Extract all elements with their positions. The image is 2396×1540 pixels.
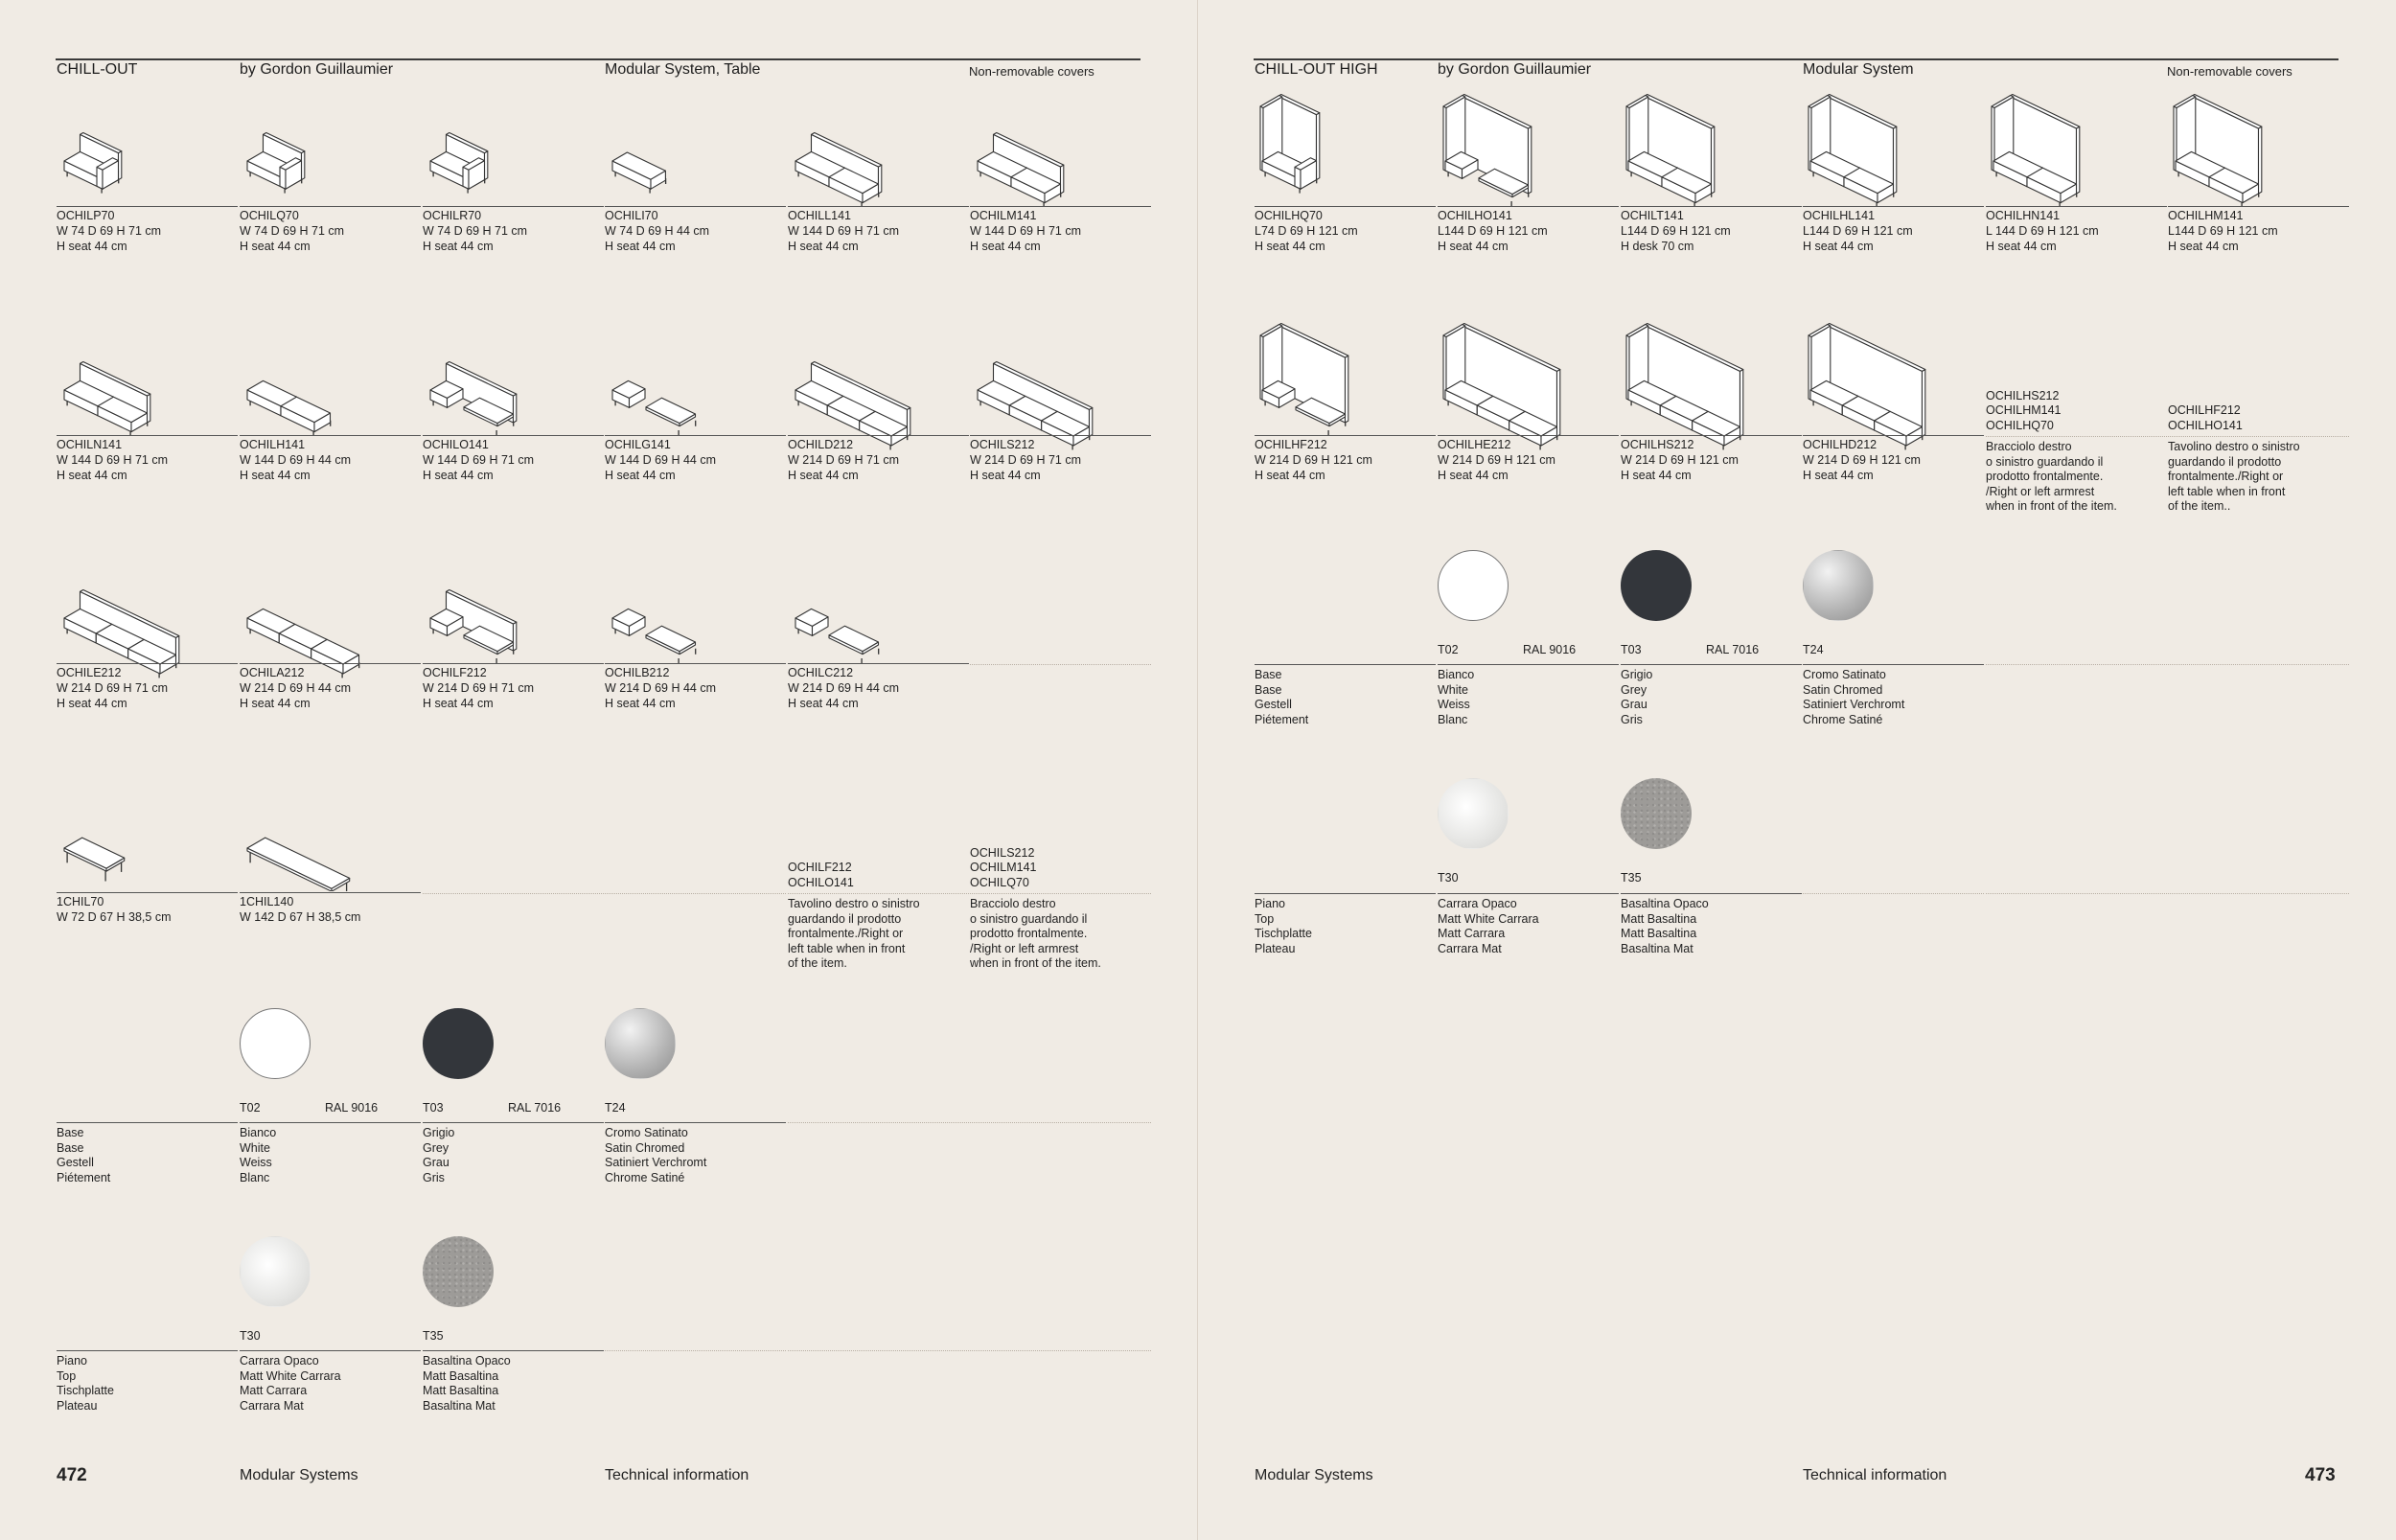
note-text-text: Tavolino destro o sinistro guardando il prodotto frontalmente./Right or left table when in front of the item.. [2168, 440, 2300, 513]
table-rule [240, 892, 421, 893]
high-back-corner-icon [1255, 100, 1426, 205]
product-card [1621, 100, 1792, 272]
product-dimensions: W 144 D 69 H 71 cm [57, 453, 169, 467]
product-seat-height: H seat 44 cm [788, 697, 859, 710]
product-seat-height: H seat 44 cm [423, 240, 494, 253]
base-label-text: Base Base Gestell Piétement [1255, 668, 1309, 726]
base-label [57, 1126, 228, 1212]
product-seat-height: H seat 44 cm [1621, 469, 1692, 482]
product-card [240, 329, 411, 501]
product-rule [605, 435, 786, 436]
product-seat-height: H seat 44 cm [423, 469, 494, 482]
section-rule [1255, 893, 1426, 894]
two-seat-sofa-icon [788, 100, 959, 205]
top-label-text: Piano Top Tischplatte Plateau [57, 1354, 114, 1413]
base-finish-code: T03 [1621, 643, 1642, 656]
base-finish-swatch [1803, 550, 1874, 621]
base-finish-ral: RAL 7016 [1706, 643, 1760, 656]
base-finish-desc-text: Bianco White Weiss Blanc [1438, 668, 1475, 726]
product-card [1255, 329, 1426, 501]
product-dimensions: W 144 D 69 H 44 cm [605, 453, 717, 467]
product-code: OCHILT141 [1621, 209, 1684, 222]
base-finish-code: T02 [1438, 643, 1459, 656]
empty-cell-rule [1986, 893, 2157, 894]
base-finish-ral: RAL 9016 [325, 1101, 379, 1115]
product-dimensions: L144 D 69 H 121 cm [1803, 224, 1913, 238]
product-code: OCHILA212 [240, 666, 305, 679]
table-dimensions: W 72 D 67 H 38,5 cm [57, 910, 172, 924]
product-rule [423, 206, 604, 207]
product-rule [423, 663, 604, 664]
high-back-two-seat-icon [1986, 100, 2157, 205]
product-rule [240, 435, 421, 436]
product-dimensions: W 214 D 69 H 44 cm [240, 681, 352, 695]
product-seat-height: H seat 44 cm [57, 240, 127, 253]
product-dimensions: W 214 D 69 H 71 cm [970, 453, 1082, 467]
base-finish-desc [1621, 668, 1792, 754]
product-card [605, 100, 776, 272]
product-code: OCHILG141 [605, 438, 671, 451]
footer-section: Modular Systems [240, 1467, 358, 1483]
product-seat-height: H seat 44 cm [788, 240, 859, 253]
product-card [1438, 329, 1609, 501]
base-finish-desc [1438, 668, 1609, 754]
product-code: OCHILHN141 [1986, 209, 2061, 222]
bench-with-table-icon [788, 557, 959, 662]
top-finish-swatch [1438, 778, 1509, 849]
footer-info: Technical information [1803, 1467, 1947, 1483]
note-codes-text: OCHILF212 OCHILO141 [788, 861, 854, 889]
product-card [423, 100, 594, 272]
top-finish-desc [240, 1354, 411, 1440]
empty-cell-rule [423, 893, 594, 894]
product-card [970, 329, 1141, 501]
product-code: OCHILR70 [423, 209, 482, 222]
armchair-right-module-icon [423, 100, 594, 205]
product-dimensions: W 214 D 69 H 71 cm [788, 453, 900, 467]
base-finish-desc-text: Cromo Satinato Satin Chromed Satiniert Verchromt Chrome Satiné [1803, 668, 1905, 726]
empty-cell-rule [2168, 436, 2339, 437]
high-back-three-seat-icon [1803, 329, 1974, 434]
base-label-text: Base Base Gestell Piétement [57, 1126, 111, 1184]
sofa-with-table-icon [423, 329, 594, 434]
system-type: Modular System [1803, 61, 1914, 78]
top-finish-desc-text: Basaltina Opaco Matt Basaltina Matt Basaltina Basaltina Mat [423, 1354, 511, 1413]
system-type: Modular System, Table [605, 61, 761, 78]
product-code: OCHILP70 [57, 209, 115, 222]
section-rule [57, 1122, 228, 1123]
product-rule [57, 206, 238, 207]
empty-cell-rule [2168, 893, 2339, 894]
three-seat-sofa-icon [788, 329, 959, 434]
product-seat-height: H seat 44 cm [1255, 469, 1325, 482]
product-seat-height: H seat 44 cm [1986, 240, 2057, 253]
product-seat-height: H seat 44 cm [1803, 469, 1874, 482]
product-dimensions: W 214 D 69 H 121 cm [1255, 453, 1372, 467]
product-code: OCHILH141 [240, 438, 306, 451]
base-finish-swatch [423, 1008, 494, 1079]
product-card [240, 557, 411, 729]
base-label [1255, 668, 1426, 754]
base-finish-code: T24 [605, 1101, 626, 1115]
product-dimensions: W 74 D 69 H 71 cm [57, 224, 162, 238]
product-dimensions: L144 D 69 H 121 cm [1621, 224, 1731, 238]
product-rule [970, 206, 1151, 207]
product-seat-height: H seat 44 cm [605, 697, 676, 710]
product-code: OCHILO141 [423, 438, 489, 451]
product-seat-height: H seat 44 cm [605, 469, 676, 482]
top-label-text: Piano Top Tischplatte Plateau [1255, 897, 1312, 955]
product-card [240, 100, 411, 272]
section-rule [1255, 664, 1426, 665]
product-code: OCHILF212 [423, 666, 487, 679]
base-finish-swatch [605, 1008, 676, 1079]
high-back-three-seat-icon [1438, 329, 1609, 434]
product-seat-height: H seat 44 cm [788, 469, 859, 482]
base-finish-desc [1803, 668, 1974, 754]
section-rule [605, 1122, 776, 1123]
base-finish-desc-text: Bianco White Weiss Blanc [240, 1126, 277, 1184]
header-rule [1254, 58, 2338, 60]
base-finish-ral: RAL 7016 [508, 1101, 562, 1115]
empty-cell-rule [788, 1122, 959, 1123]
base-finish-swatch [1621, 550, 1692, 621]
note-text-text: Bracciolo destro o sinistro guardando il prodotto frontalmente. /Right or left armrest when in front of the item. [1986, 440, 2117, 513]
product-rule [605, 206, 786, 207]
section-rule [1803, 664, 1974, 665]
high-back-sofa-table-icon [1255, 329, 1426, 434]
long-table-icon [240, 786, 411, 891]
table-card [57, 786, 228, 939]
top-finish-swatch [240, 1236, 311, 1307]
base-finish-desc [605, 1126, 776, 1212]
product-code: OCHILHQ70 [1255, 209, 1323, 222]
section-rule [423, 1122, 594, 1123]
two-seat-sofa-icon [970, 100, 1141, 205]
empty-cell-rule [1803, 893, 1974, 894]
product-dimensions: W 74 D 69 H 44 cm [605, 224, 710, 238]
product-card [423, 557, 594, 729]
product-dimensions: W 214 D 69 H 121 cm [1621, 453, 1739, 467]
product-rule [57, 663, 238, 664]
product-rule [1803, 435, 1984, 436]
section-rule [1438, 893, 1609, 894]
product-rule [2168, 206, 2349, 207]
product-code: OCHILHM141 [2168, 209, 2244, 222]
product-code: OCHILS212 [970, 438, 1035, 451]
product-card [788, 557, 959, 729]
product-card [57, 557, 228, 729]
product-code: OCHILHF212 [1255, 438, 1327, 451]
base-finish-desc-text: Grigio Grey Grau Gris [1621, 668, 1653, 726]
product-code: OCHILN141 [57, 438, 123, 451]
product-rule [788, 663, 969, 664]
empty-cell-rule [605, 893, 776, 894]
product-seat-height: H seat 44 cm [240, 240, 311, 253]
base-finish-swatch [240, 1008, 311, 1079]
top-finish-desc [1438, 897, 1609, 983]
table-dimensions: W 142 D 67 H 38,5 cm [240, 910, 361, 924]
product-code: OCHILE212 [57, 666, 122, 679]
base-finish-desc-text: Cromo Satinato Satin Chromed Satiniert Verchromt Chrome Satiné [605, 1126, 707, 1184]
product-seat-height: H seat 44 cm [57, 697, 127, 710]
product-code: OCHILQ70 [240, 209, 299, 222]
bench-with-table-icon [605, 329, 776, 434]
top-finish-swatch [423, 1236, 494, 1307]
product-rule [788, 435, 969, 436]
table-code: 1CHIL70 [57, 895, 104, 908]
note-codes-text: OCHILS212 OCHILM141 OCHILQ70 [970, 845, 1037, 889]
product-rule [1255, 435, 1436, 436]
product-rule [1621, 206, 1802, 207]
empty-cell-rule [970, 893, 1141, 894]
product-card [970, 100, 1141, 272]
top-finish-code: T30 [1438, 871, 1459, 885]
header-rule [56, 58, 1140, 60]
table-code: 1CHIL140 [240, 895, 294, 908]
product-code: OCHILHL141 [1803, 209, 1876, 222]
empty-cell-rule [1986, 664, 2157, 665]
product-card [605, 329, 776, 501]
empty-cell-rule [970, 1122, 1141, 1123]
high-back-desk-icon [1621, 100, 1792, 205]
product-seat-height: H seat 44 cm [605, 240, 676, 253]
product-seat-height: H desk 70 cm [1621, 240, 1694, 253]
note-codes-text: OCHILHF212 OCHILHO141 [2168, 403, 2243, 432]
product-code: OCHILC212 [788, 666, 854, 679]
page-number: 473 [2305, 1465, 2336, 1485]
product-dimensions: W 214 D 69 H 121 cm [1438, 453, 1555, 467]
top-finish-code: T35 [1621, 871, 1642, 885]
product-card [1803, 329, 1974, 501]
product-card [57, 329, 228, 501]
product-rule [240, 663, 421, 664]
designer-name: by Gordon Guillaumier [240, 61, 394, 78]
base-finish-swatch [1438, 550, 1509, 621]
product-rule [1803, 206, 1984, 207]
product-rule [240, 206, 421, 207]
base-finish-ral: RAL 9016 [1523, 643, 1577, 656]
section-rule [1621, 893, 1792, 894]
product-seat-height: H seat 44 cm [2168, 240, 2239, 253]
note-text [970, 897, 1141, 983]
covers-note: Non-removable covers [969, 64, 1094, 79]
top-finish-desc [423, 1354, 594, 1440]
section-rule [240, 1122, 411, 1123]
high-back-sofa-table-icon [1438, 100, 1609, 205]
product-dimensions: W 214 D 69 H 121 cm [1803, 453, 1921, 467]
product-rule [1986, 206, 2167, 207]
note-text [2168, 440, 2339, 526]
product-dimensions: L144 D 69 H 121 cm [1438, 224, 1548, 238]
note-text-text: Bracciolo destro o sinistro guardando il prodotto frontalmente. /Right or left armrest when in front of the item. [970, 897, 1101, 970]
product-dimensions: L74 D 69 H 121 cm [1255, 224, 1358, 238]
right-page [1198, 0, 2396, 1540]
product-rule [1621, 435, 1802, 436]
small-table-icon [57, 786, 228, 891]
covers-note: Non-removable covers [2167, 64, 2292, 79]
product-rule [423, 435, 604, 436]
three-seat-sofa-back-icon [57, 557, 228, 662]
product-code: OCHILHD212 [1803, 438, 1878, 451]
empty-cell-rule [788, 893, 959, 894]
empty-cell-rule [1986, 436, 2157, 437]
pouf-module-icon [605, 100, 776, 205]
product-dimensions: W 214 D 69 H 71 cm [57, 681, 169, 695]
note-text-text: Tavolino destro o sinistro guardando il prodotto frontalmente./Right or left table when in front of the item. [788, 897, 920, 970]
product-seat-height: H seat 44 cm [1803, 240, 1874, 253]
product-seat-height: H seat 44 cm [423, 697, 494, 710]
three-seat-sofa-icon [970, 329, 1141, 434]
high-back-two-seat-icon [2168, 100, 2339, 205]
table-card [240, 786, 411, 939]
empty-cell-rule [970, 1350, 1141, 1351]
product-card [423, 329, 594, 501]
product-dimensions: L144 D 69 H 121 cm [2168, 224, 2278, 238]
empty-cell-rule [970, 664, 1141, 665]
product-card [1986, 100, 2157, 272]
product-dimensions: W 214 D 69 H 44 cm [788, 681, 900, 695]
product-code: OCHILI70 [605, 209, 658, 222]
section-rule [423, 1350, 594, 1351]
product-dimensions: W 144 D 69 H 71 cm [970, 224, 1082, 238]
empty-cell-rule [2168, 664, 2339, 665]
corner-module-icon [240, 100, 411, 205]
base-finish-code: T02 [240, 1101, 261, 1115]
product-seat-height: H seat 44 cm [57, 469, 127, 482]
base-finish-code: T24 [1803, 643, 1824, 656]
product-code: OCHILHS212 [1621, 438, 1694, 451]
product-code: OCHILL141 [788, 209, 852, 222]
top-finish-desc [1621, 897, 1792, 983]
product-rule [1255, 206, 1436, 207]
section-rule [240, 1350, 411, 1351]
armchair-left-module-icon [57, 100, 228, 205]
product-seat-height: H seat 44 cm [970, 240, 1041, 253]
product-dimensions: L 144 D 69 H 121 cm [1986, 224, 2099, 238]
product-code: OCHILHO141 [1438, 209, 1512, 222]
top-finish-code: T35 [423, 1329, 444, 1343]
product-rule [1438, 206, 1619, 207]
product-rule [970, 435, 1151, 436]
product-seat-height: H seat 44 cm [240, 469, 311, 482]
top-finish-code: T30 [240, 1329, 261, 1343]
product-seat-height: H seat 44 cm [970, 469, 1041, 482]
product-dimensions: W 214 D 69 H 71 cm [423, 681, 535, 695]
section-rule [1438, 664, 1609, 665]
product-card [788, 100, 959, 272]
sofa-with-table-icon [423, 557, 594, 662]
designer-name: by Gordon Guillaumier [1438, 61, 1592, 78]
top-finish-desc-text: Basaltina Opaco Matt Basaltina Matt Basaltina Basaltina Mat [1621, 897, 1709, 955]
top-finish-swatch [1621, 778, 1692, 849]
high-back-two-seat-icon [1803, 100, 1974, 205]
note-text [1986, 440, 2157, 526]
footer-info: Technical information [605, 1467, 749, 1483]
collection-title: CHILL-OUT [57, 61, 138, 78]
product-seat-height: H seat 44 cm [1438, 240, 1509, 253]
base-finish-desc [240, 1126, 411, 1212]
product-card [2168, 100, 2339, 272]
section-rule [1621, 664, 1792, 665]
bench-with-table-icon [605, 557, 776, 662]
table-rule [57, 892, 238, 893]
product-card [1621, 329, 1792, 501]
product-card [605, 557, 776, 729]
product-rule [605, 663, 786, 664]
two-seat-bench-icon [240, 329, 411, 434]
product-dimensions: W 74 D 69 H 71 cm [240, 224, 345, 238]
collection-title: CHILL-OUT HIGH [1255, 61, 1378, 78]
empty-cell-rule [788, 1350, 959, 1351]
base-finish-desc-text: Grigio Grey Grau Gris [423, 1126, 455, 1184]
note-codes-text: OCHILHS212 OCHILHM141 OCHILHQ70 [1986, 388, 2062, 432]
product-rule [57, 435, 238, 436]
product-seat-height: H seat 44 cm [240, 697, 311, 710]
product-card [1438, 100, 1609, 272]
note-text [788, 897, 959, 983]
product-code: OCHILHE212 [1438, 438, 1511, 451]
product-dimensions: W 74 D 69 H 71 cm [423, 224, 528, 238]
product-code: OCHILB212 [605, 666, 670, 679]
top-label [1255, 897, 1426, 983]
two-seat-sofa-back-icon [57, 329, 228, 434]
product-rule [1438, 435, 1619, 436]
base-finish-code: T03 [423, 1101, 444, 1115]
product-seat-height: H seat 44 cm [1438, 469, 1509, 482]
top-finish-desc-text: Carrara Opaco Matt White Carrara Matt Carrara Carrara Mat [1438, 897, 1539, 955]
top-finish-desc-text: Carrara Opaco Matt White Carrara Matt Carrara Carrara Mat [240, 1354, 341, 1413]
product-rule [788, 206, 969, 207]
three-seat-bench-icon [240, 557, 411, 662]
product-code: OCHILM141 [970, 209, 1037, 222]
product-dimensions: W 144 D 69 H 71 cm [788, 224, 900, 238]
product-card [1803, 100, 1974, 272]
product-card [788, 329, 959, 501]
empty-cell-rule [605, 1350, 776, 1351]
product-card [57, 100, 228, 272]
product-seat-height: H seat 44 cm [1255, 240, 1325, 253]
product-dimensions: W 214 D 69 H 44 cm [605, 681, 717, 695]
top-label [57, 1354, 228, 1440]
section-rule [57, 1350, 228, 1351]
product-dimensions: W 144 D 69 H 71 cm [423, 453, 535, 467]
base-finish-desc [423, 1126, 594, 1212]
footer-section: Modular Systems [1255, 1467, 1373, 1483]
product-dimensions: W 144 D 69 H 44 cm [240, 453, 352, 467]
product-card [1255, 100, 1426, 272]
high-back-three-seat-icon [1621, 329, 1792, 434]
product-code: OCHILD212 [788, 438, 854, 451]
page-number: 472 [57, 1465, 87, 1485]
